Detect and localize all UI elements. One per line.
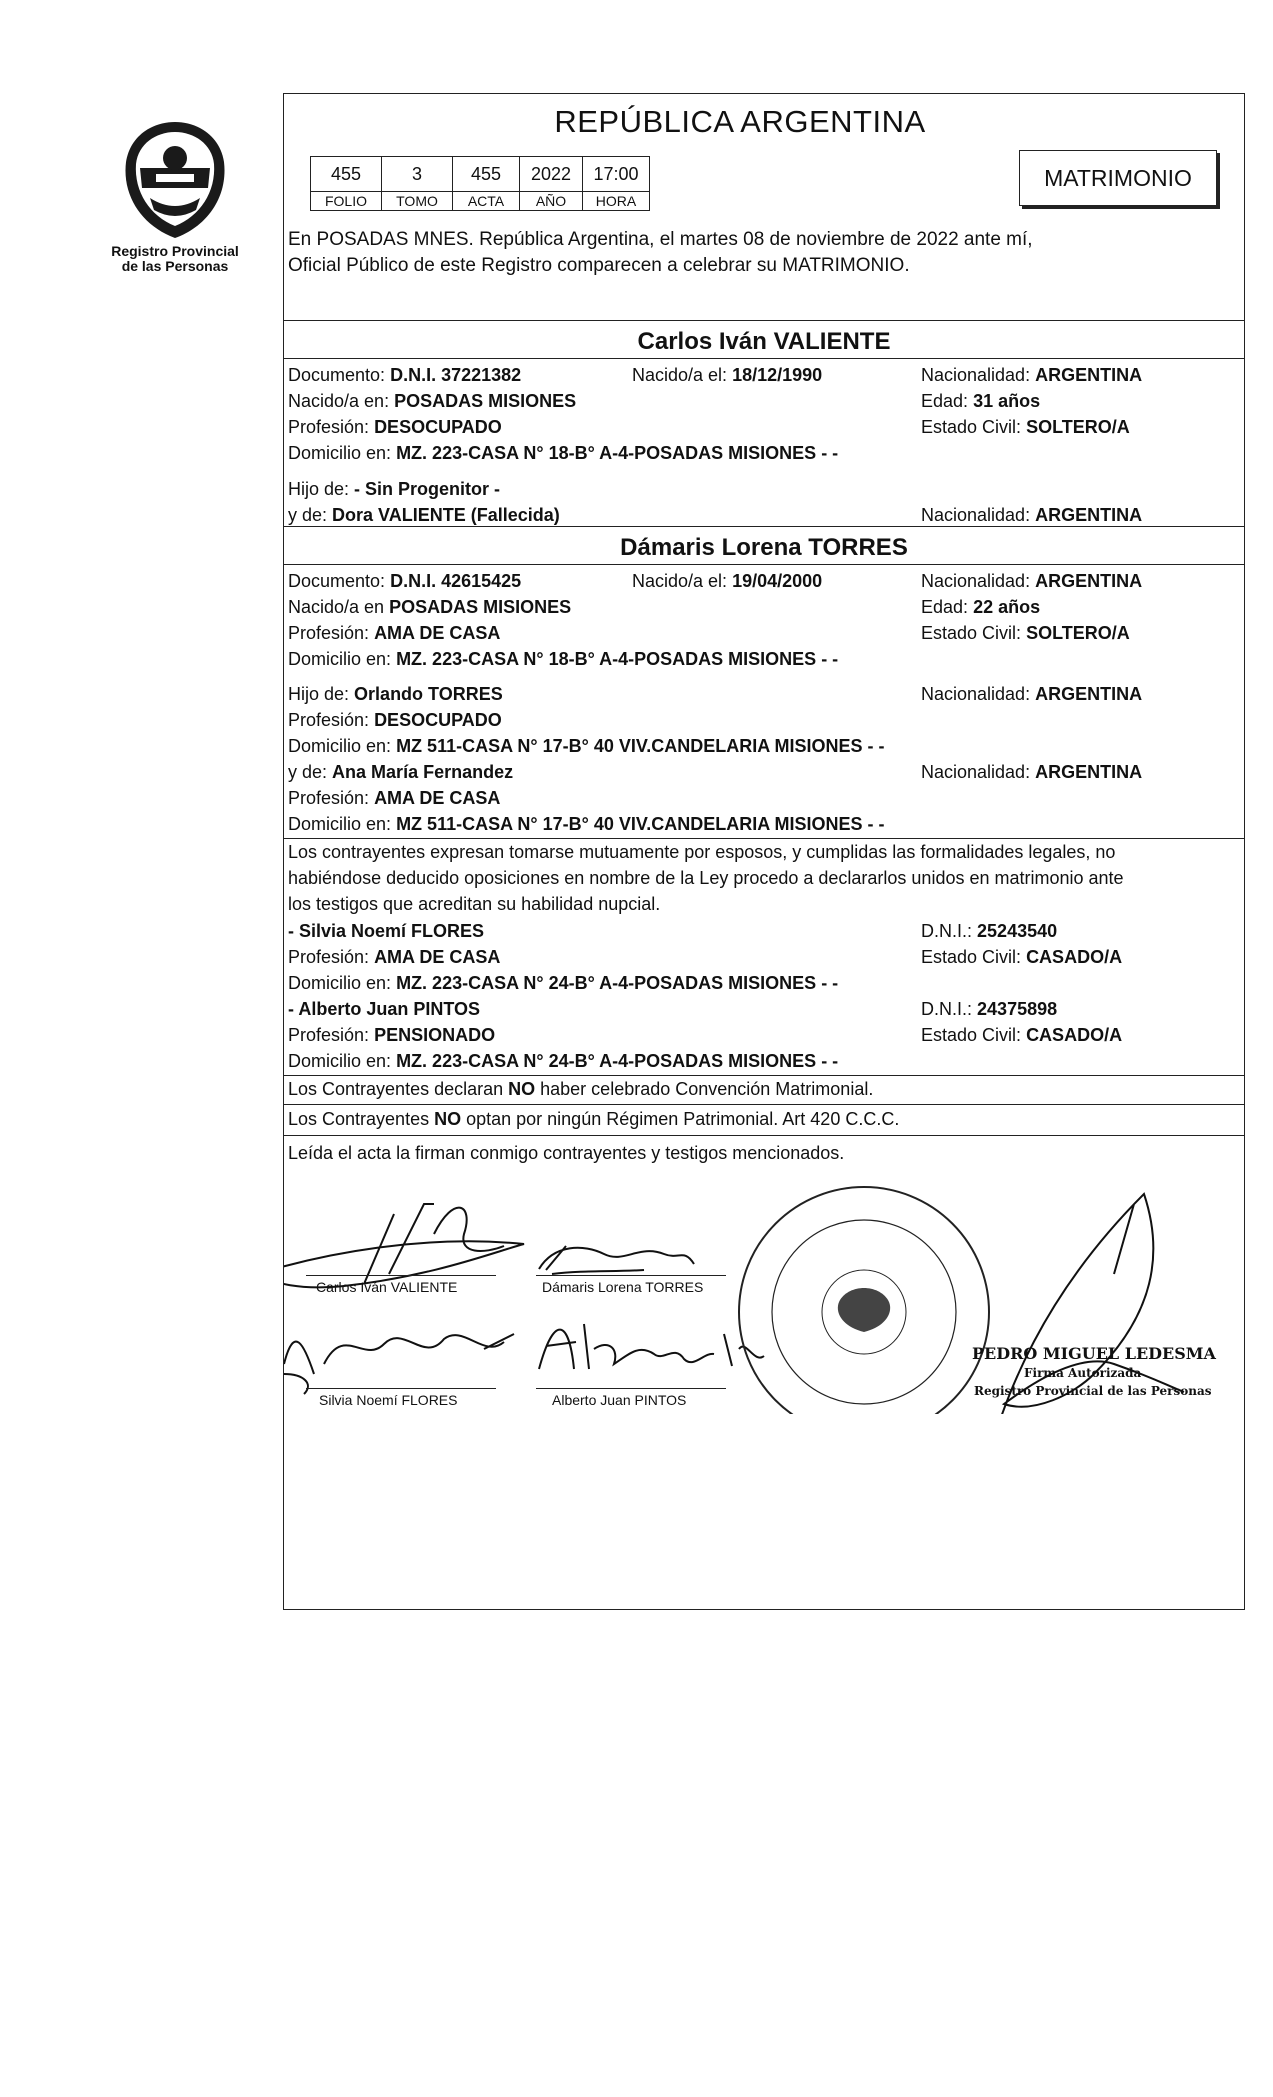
groom-born: Nacido/a el: 18/12/1990 (632, 365, 823, 385)
witness1-sigline (306, 1388, 496, 1389)
groom-birthplace: Nacido/a en: POSADAS MISIONES (288, 391, 577, 411)
divider (284, 1104, 1244, 1105)
bride-mother-profession: Profesión: AMA DE CASA (288, 788, 501, 808)
hora-label: HORA (583, 192, 650, 211)
groom-mother-nationality: Nacionalidad: ARGENTINA (921, 505, 1143, 525)
witness1-address: Domicilio en: MZ. 223-CASA N° 24-B° A-4-POSADAS MISIONES - - (288, 973, 839, 993)
acta-label: ACTA (453, 192, 520, 211)
registry-table (310, 156, 650, 211)
bride-age: Edad: 22 años (921, 597, 1041, 617)
groom-mother: y de: Dora VALIENTE (Fallecida) (288, 505, 560, 525)
witness2-signature-label: Alberto Juan PINTOS (552, 1392, 687, 1408)
witness2-dni: D.N.I.: 24375898 (921, 999, 1058, 1019)
divider (284, 1075, 1244, 1076)
bride-mother-address: Domicilio en: MZ 511-CASA N° 17-B° 40 VIV.CANDELARIA MISIONES - - (288, 814, 885, 834)
logo-caption-line1: Registro Provincial (111, 243, 239, 259)
intro-line2: Oficial Público de este Registro comparecen a celebrar su MATRIMONIO. (288, 255, 910, 276)
officer-title: Firma Autorizada (1024, 1366, 1142, 1380)
bride-doc: Documento: D.N.I. 42615425 (288, 571, 522, 591)
acta-value: 455 (453, 157, 520, 192)
officer-registry: Registro Provincial de las Personas (974, 1384, 1212, 1398)
folio-label: FOLIO (311, 192, 382, 211)
bride-civil-status: Estado Civil: SOLTERO/A (921, 623, 1130, 643)
officer-signature (984, 1194, 1184, 1414)
anio-value: 2022 (520, 157, 583, 192)
tomo-label: TOMO (382, 192, 453, 211)
groom-profession: Profesión: DESOCUPADO (288, 417, 502, 437)
intro-line1: En POSADAS MNES. República Argentina, el martes 08 de noviembre de 2022 ante mí, (288, 229, 1033, 250)
bride-father-profession: Profesión: DESOCUPADO (288, 710, 502, 730)
page-title: REPÚBLICA ARGENTINA (554, 104, 926, 139)
bride-father-address: Domicilio en: MZ 511-CASA N° 17-B° 40 VIV.CANDELARIA MISIONES - - (288, 736, 885, 756)
divider (284, 358, 1244, 359)
divider (284, 526, 1244, 527)
act-type-box: MATRIMONIO (1019, 150, 1217, 206)
bride-nationality: Nacionalidad: ARGENTINA (921, 571, 1143, 591)
registry-logo (100, 118, 250, 274)
groom-signature-label: Carlos Iván VALIENTE (316, 1279, 458, 1295)
witness1-dni: D.N.I.: 25243540 (921, 921, 1058, 941)
groom-age: Edad: 31 años (921, 391, 1041, 411)
divider (284, 838, 1244, 839)
folio-value: 455 (311, 157, 382, 192)
witness2-address: Domicilio en: MZ. 223-CASA N° 24-B° A-4-POSADAS MISIONES - - (288, 1051, 839, 1071)
groom-address: Domicilio en: MZ. 223-CASA N° 18-B° A-4-POSADAS MISIONES - - (288, 443, 839, 463)
bride-signature (539, 1246, 694, 1274)
convention-line1: Los Contrayentes declaran NO haber celebrado Convención Matrimonial. (288, 1079, 874, 1099)
closing-text: Leída el acta la firman conmigo contrayentes y testigos mencionados. (288, 1143, 845, 1163)
groom-civil-status: Estado Civil: SOLTERO/A (921, 417, 1130, 437)
divider (284, 320, 1244, 321)
witness2-sigline (536, 1388, 726, 1389)
marriage-certificate-form (283, 93, 1245, 1610)
bride-father: Hijo de: Orlando TORRES (288, 684, 503, 704)
bride-birthplace: Nacido/a en POSADAS MISIONES (288, 597, 572, 617)
groom-sigline (306, 1275, 496, 1276)
anio-label: AÑO (520, 192, 583, 211)
witness2-civil-status: Estado Civil: CASADO/A (921, 1025, 1123, 1045)
bride-mother-nationality: Nacionalidad: ARGENTINA (921, 762, 1143, 782)
witness2-signature (539, 1324, 764, 1369)
divider (284, 1135, 1244, 1136)
bride-address: Domicilio en: MZ. 223-CASA N° 18-B° A-4-POSADAS MISIONES - - (288, 649, 839, 669)
declaration-line3: los testigos que acreditan su habilidad nupcial. (288, 894, 661, 914)
bride-profession: Profesión: AMA DE CASA (288, 623, 501, 643)
officer-name: PEDRO MIGUEL LEDESMA (972, 1344, 1216, 1363)
witness2-name: - Alberto Juan PINTOS (288, 999, 481, 1019)
bride-sigline (536, 1275, 726, 1276)
bride-mother: y de: Ana María Fernandez (288, 762, 514, 782)
tomo-value: 3 (382, 157, 453, 192)
declaration-line2: habiéndose deducido oposiciones en nombre de la Ley procedo a declararlos unidos en matrimonio ante (288, 868, 1124, 888)
logo-caption-line2: de las Personas (121, 258, 229, 274)
witness1-name: - Silvia Noemí FLORES (288, 921, 485, 941)
witness1-signature-label: Silvia Noemí FLORES (319, 1392, 458, 1408)
declaration-line1: Los contrayentes expresan tomarse mutuamente por esposos, y cumplidas las formalidades legales, no (288, 842, 1116, 862)
bride-father-nationality: Nacionalidad: ARGENTINA (921, 684, 1143, 704)
coat-of-arms-icon (116, 118, 234, 242)
groom-name: Carlos Iván VALIENTE (637, 328, 891, 355)
bride-signature-label: Dámaris Lorena TORRES (542, 1279, 704, 1295)
hora-value: 17:00 (583, 157, 650, 192)
groom-doc: Documento: D.N.I. 37221382 (288, 365, 522, 385)
witness1-civil-status: Estado Civil: CASADO/A (921, 947, 1123, 967)
groom-nationality: Nacionalidad: ARGENTINA (921, 365, 1143, 385)
witness1-signature (284, 1334, 514, 1394)
bride-name: Dámaris Lorena TORRES (620, 534, 908, 561)
bride-born: Nacido/a el: 19/04/2000 (632, 571, 823, 591)
witness1-profession: Profesión: AMA DE CASA (288, 947, 501, 967)
witness2-profession: Profesión: PENSIONADO (288, 1025, 496, 1045)
divider (284, 564, 1244, 565)
groom-father: Hijo de: - Sin Progenitor - (288, 479, 501, 499)
convention-line2: Los Contrayentes NO optan por ningún Régimen Patrimonial. Art 420 C.C.C. (288, 1109, 900, 1129)
